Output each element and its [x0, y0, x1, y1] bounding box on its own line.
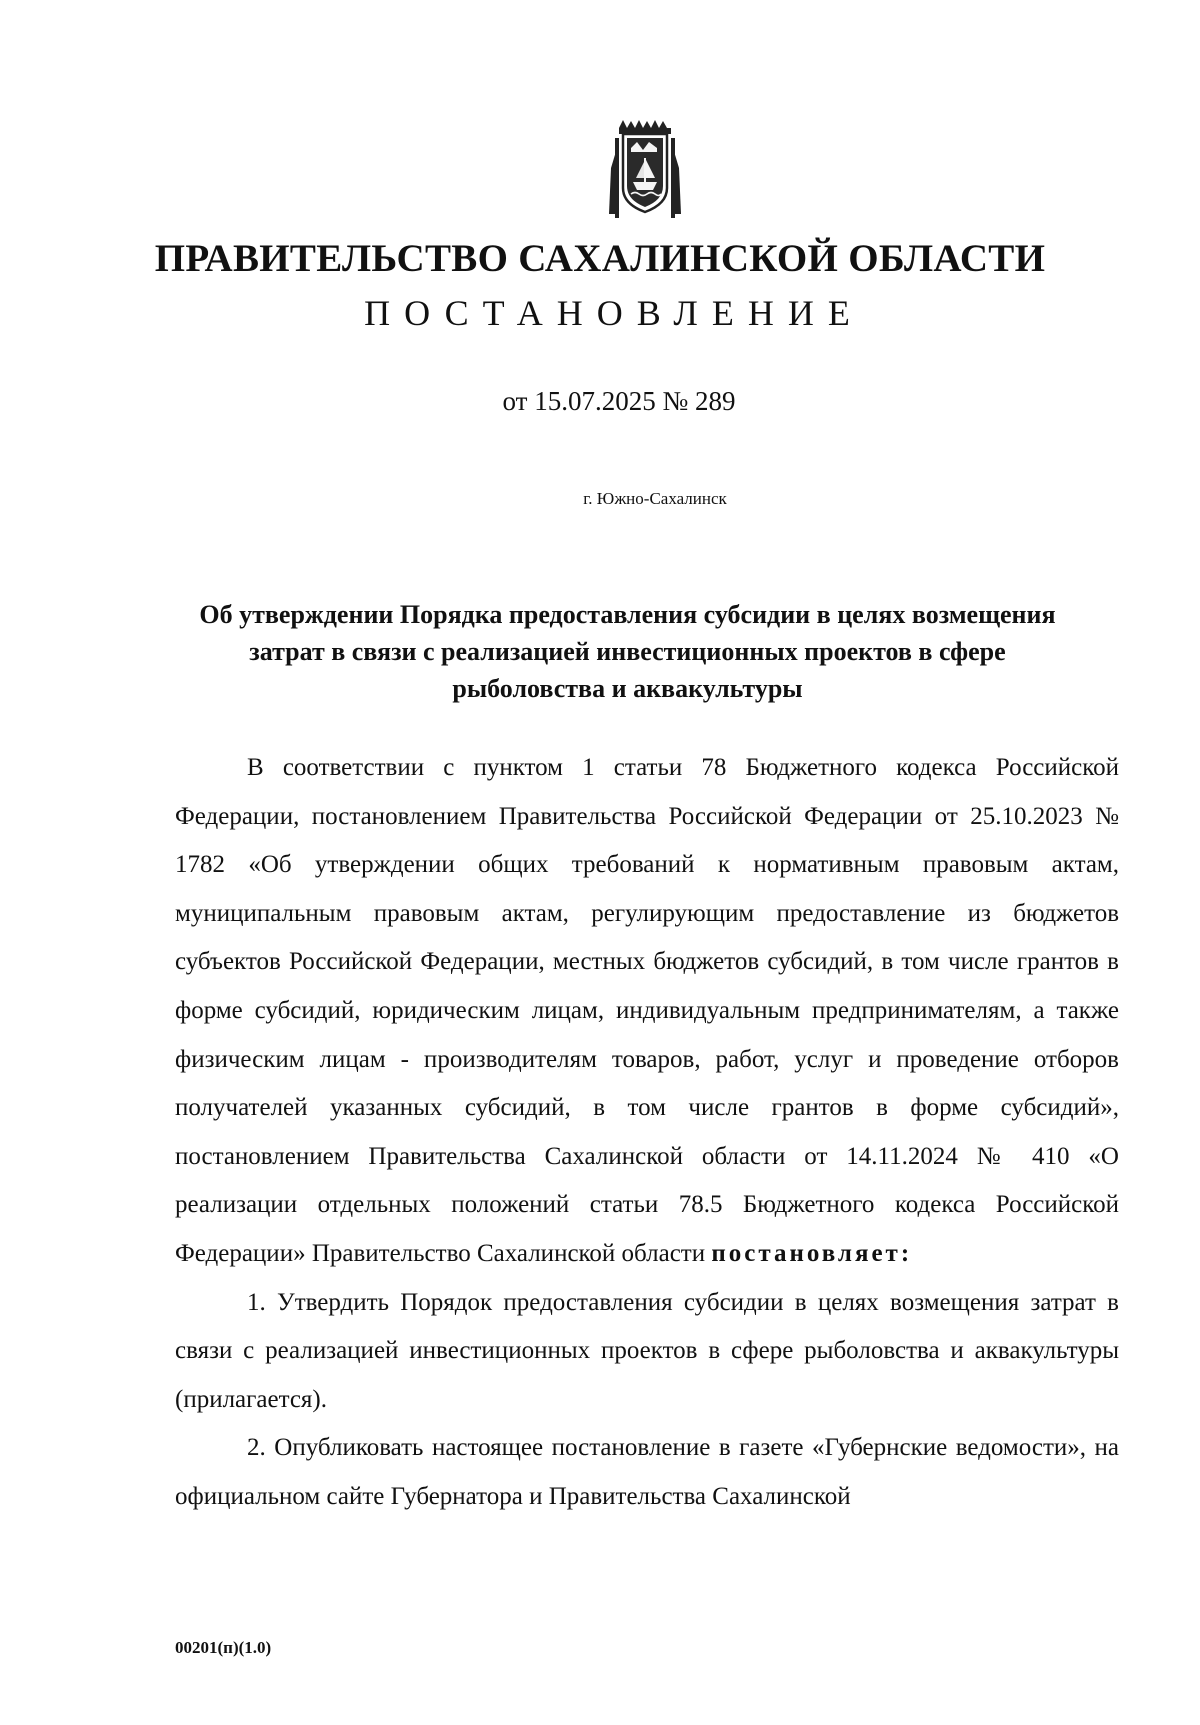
item-2-paragraph: 2. Опубликовать настоящее постановление в газете «Губернские ведомости», на официальном сайте Губернатора и Правительства Сахалинской — [175, 1434, 1119, 1510]
sakhalin-coat-of-arms-icon — [597, 118, 693, 218]
resolves-keyword: постановляет: — [711, 1239, 913, 1267]
item-1-paragraph: 1. Утвердить Порядок предоставления субсидии в целях возмещения затрат в связи с реализацией инвестиционных проектов в сфере рыболовства и аквакультуры (прилагается). — [175, 1288, 1119, 1413]
document-body — [175, 744, 1119, 1522]
organization-name: ПРАВИТЕЛЬСТВО САХАЛИНСКОЙ ОБЛАСТИ — [154, 237, 1046, 280]
emblem-graphic — [597, 118, 693, 218]
document-title: Об утверждении Порядка предоставления субсидии в целях возмещения затрат в связи с реализацией инвестиционных проектов в сфере рыболовства и аквакультуры — [199, 600, 1056, 703]
document-type: ПОСТАНОВЛЕНИЕ — [364, 293, 864, 333]
document-form-code: 00201(п)(1.0) — [175, 1638, 272, 1657]
preamble-paragraph — [175, 744, 1119, 1279]
preamble-text: В соответствии с пунктом 1 статьи 78 Бюджетного кодекса Российской Федерации, постановлением Правительства Российской Федерации от 25.10.2023 № 1782 «Об утверждении общих требований к нормативным правовым актам, муниципальным правовым актам, регулирующим предоставление из бюджетов субъектов Российской Федерации, местных бюджетов субсидий, в том числе грантов в форме субсидий, юридическим лицам, индивидуальным предпринимателям, а также физическим лицам - производителям товаров, работ, услуг и проведение отборов получателей указанных субсидий, в том числе грантов в форме субсидий», постановлением Правительства Сахалинской области от 14.11.2024 № 410 «О реализации отдельных положений статьи 78.5 Бюджетного кодекса Российской Федерации» Правительство Сахалинской области — [175, 754, 1119, 1267]
document-city: г. Южно-Сахалинск — [583, 489, 727, 508]
document-date-number: от 15.07.2025 № 289 — [502, 386, 736, 416]
